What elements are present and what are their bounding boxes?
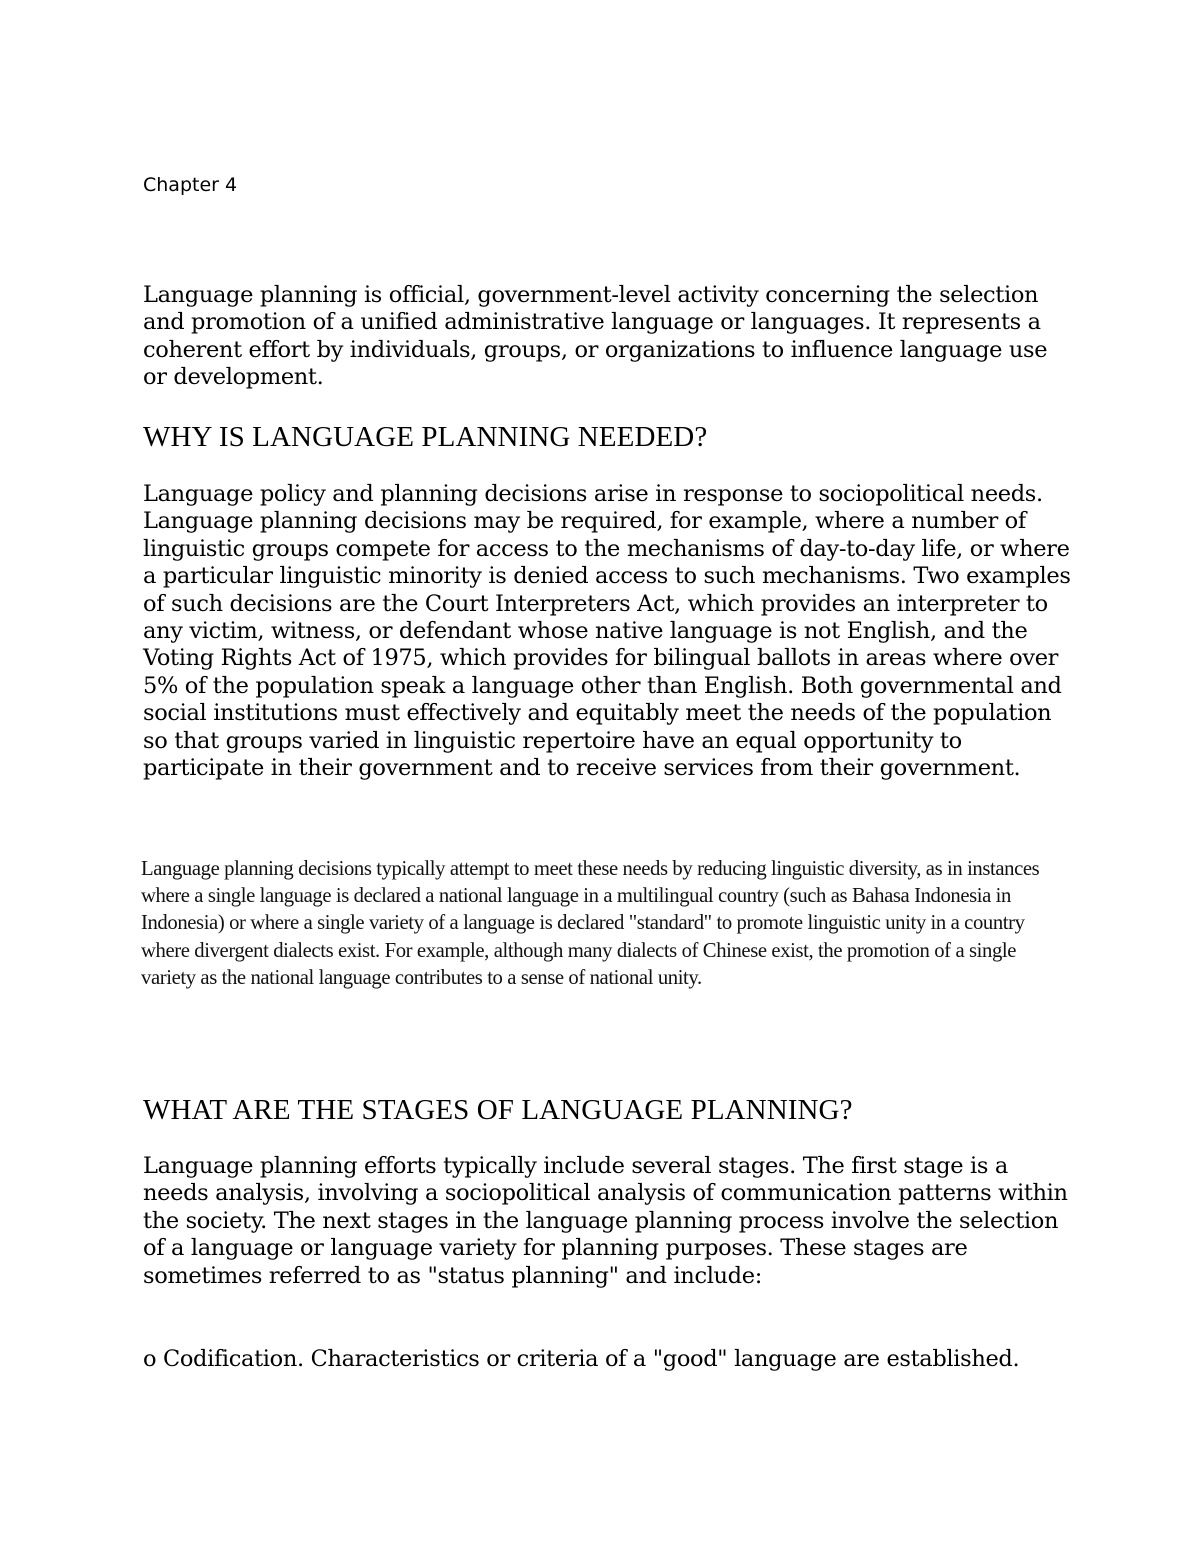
section-heading-why: WHY IS LANGUAGE PLANNING NEEDED? (143, 421, 708, 453)
chapter-label: Chapter 4 (143, 174, 238, 196)
why-paragraph-2: Language planning decisions typically attempt to meet these needs by reducing linguistic diversity, as in instances where a single language is declared a national language in a multilingual country (such as Bahasa Indonesia in Indonesia) or where a single variety of a language is declared "standard" to promote linguistic unity in a country where divergent dialects exist. For example, although many dialects of Chinese exist, the promotion of a single variety as the national language contributes to a sense of national unity. (141, 858, 1040, 989)
section-heading-stages: WHAT ARE THE STAGES OF LANGUAGE PLANNING? (143, 1094, 853, 1126)
stages-paragraph-1: Language planning efforts typically include several stages. The first stage is a needs analysis, involving a sociopolitical analysis of communication patterns within the society. The next stages in the language planning process involve the selection of a language or language variety for planning purposes. These stages are sometimes referred to as "status planning" and include: (143, 1153, 1068, 1289)
stages-list-item-codification: o Codification. Characteristics or criteria of a "good" language are established. (143, 1346, 1020, 1372)
why-paragraph-1: Language policy and planning decisions arise in response to sociopolitical needs. Language planning decisions may be required, for example, where a number of linguistic groups compete for access to the mechanisms of day-to-day life, or where a particular linguistic minority is denied access to such mechanisms. Two examples of such decisions are the Court Interpreters Act, which provides an interpreter to any victim, witness, or defendant whose native language is not English, and the Voting Rights Act of 1975, which provides for bilingual ballots in areas where over 5% of the population speak a language other than English. Both governmental and social institutions must effectively and equitably meet the needs of the population so that groups varied in linguistic repertoire have an equal opportunity to participate in their government and to receive services from their government. (143, 481, 1071, 782)
intro-paragraph: Language planning is official, government-level activity concerning the selection and promotion of a unified administrative language or languages. It represents a coherent effort by individuals, groups, or organizations to influence language use or development. (143, 282, 1048, 391)
